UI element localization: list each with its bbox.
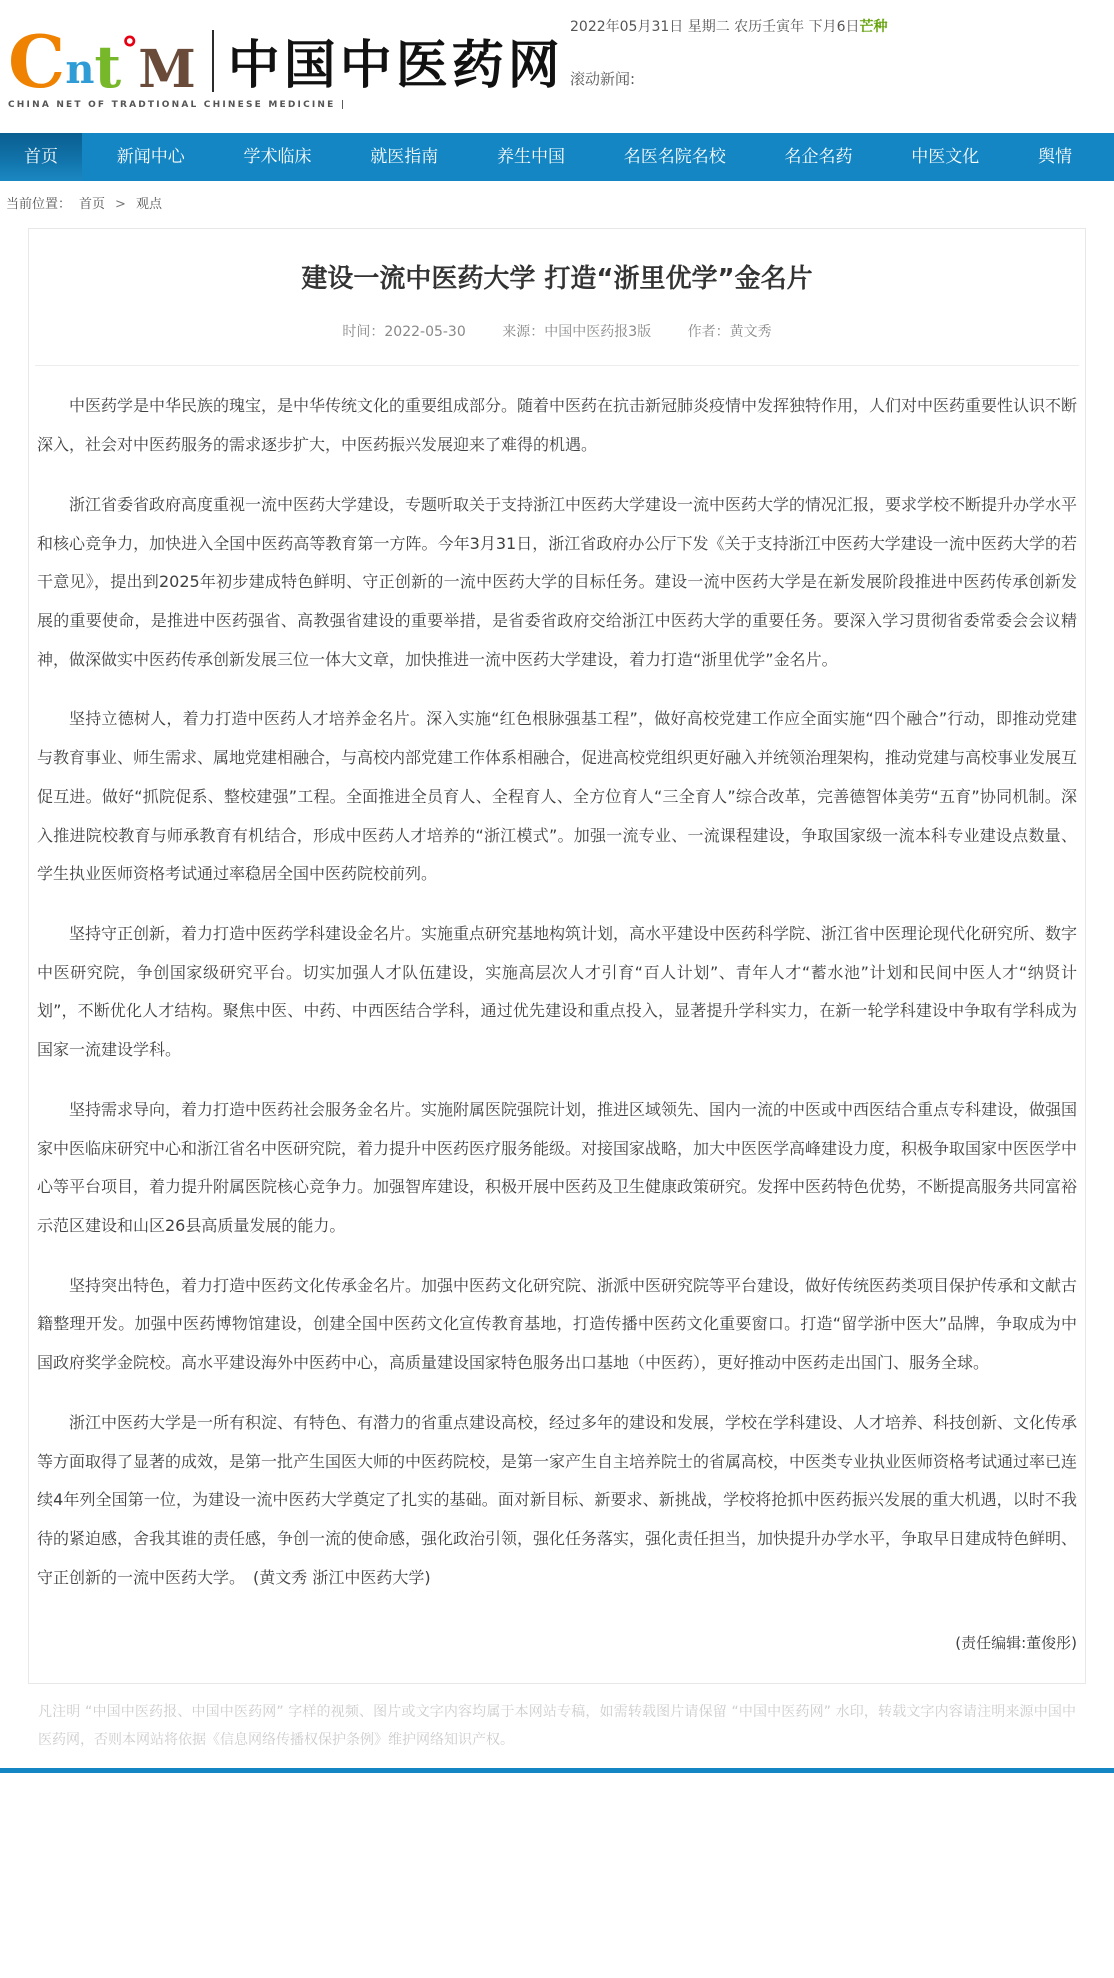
date-line (570, 16, 888, 36)
nav-item-public-opinion[interactable]: 舆情 (1038, 147, 1072, 167)
date-text: 2022年05月31日 星期二 农历壬寅年 下月6日 (570, 19, 860, 35)
nav-item-health-china[interactable]: 养生中国 (497, 147, 565, 167)
article-meta (35, 321, 1079, 341)
logo-divider (212, 30, 214, 92)
article-paragraph: 坚持需求导向，着力打造中医药社会服务金名片。实施附属医院强院计划，推进区域领先、国内一流的中医或中西医结合重点专科建设，做强国家中医临床研究中心和浙江省名中医研究院，着力提升中医药医疗服务能级。对接国家战略，加大中医医学高峰建设力度，积极争取国家中医医学中心等平台项目，着力提升附属医院核心竞争力。加强智库建设，积极开展中医药及卫生健康政策研究。发挥中医药特色优势，不断提高服务共同富裕示范区建设和山区26县高质量发展的能力。 (37, 1099, 1078, 1236)
nav-item-famous-enterprises[interactable]: 名企名药 (784, 147, 853, 167)
article-time: 时间：2022-05-30 (342, 324, 466, 341)
article-source: 来源：中国中医药报3版 (502, 324, 652, 341)
article-body (33, 387, 1081, 1597)
article-paragraph: 浙江中医药大学是一所有积淀、有特色、有潜力的省重点建设高校，经过多年的建设和发展，学校在学科建设、人才培养、科技创新、文化传承等方面取得了显著的成效，是第一批产生国医大师的中医药院校，是第一家产生自主培养院士的省属高校，中医类专业执业医师资格考试通过率已连续4年列全国第一位，为建设一流中医药大学奠定了扎实的基础。面对新目标、新要求、新挑战，学校将抢抓中医药振兴发展的重大机遇，以时不我待的紧迫感，舍我其谁的责任感，争创一流的使命感，强化政治引领，强化任务落实，强化责任担当，加快提升办学水平，争取早日建成特色鲜明、守正创新的一流中医药大学。 (黄文秀 浙江中医药大学) (37, 1412, 1078, 1587)
article-author: 作者：黄文秀 (687, 324, 772, 341)
article-paragraph: 坚持守正创新，着力打造中医药学科建设金名片。实施重点研究基地构筑计划，高水平建设中医药科学院、浙江省中医理论现代化研究所、数字中医研究院，争创国家级研究平台。切实加强人才队伍建设，实施高层次人才引育“百人计划”、青年人才“蓄水池”计划和民间中医人才“纳贤计划”，不断优化人才结构。聚焦中医、中药、中西医结合学科，通过优先建设和重点投入，显著提升学科实力，在新一轮学科建设中争取有学科成为国家一流建设学科。 (37, 924, 1078, 1060)
site-name: 中国中医药网 (227, 35, 564, 96)
editor-note: (责任编辑:董俊彤) (955, 1633, 1077, 1652)
solar-term: 芒种 (859, 19, 888, 35)
breadcrumb-current-link[interactable]: 观点 (135, 197, 162, 212)
article-head (35, 261, 1079, 366)
article-title: 建设一流中医药大学 打造“浙里优学”金名片 (301, 264, 813, 294)
main-nav (0, 133, 1114, 181)
breadcrumb-home-link[interactable]: 首页 (79, 197, 106, 212)
nav-item-news-center[interactable]: 新闻中心 (116, 147, 185, 167)
nav-item-academic-clinical[interactable]: 学术临床 (243, 147, 312, 167)
site-header (0, 0, 1114, 133)
bottom-blue-bar (0, 1768, 1114, 1773)
nav-item-medical-guide[interactable]: 就医指南 (370, 147, 439, 167)
article-paragraph: 坚持突出特色，着力打造中医药文化传承金名片。加强中医药文化研究院、浙派中医研究院等平台建设，做好传统医药类项目保护传承和文献古籍整理开发。加强中医药博物馆建设，创建全国中医药文化宣传教育基地，打造传播中医药文化重要窗口。打造“留学浙中医大”品牌，争取成为中国政府奖学金院校。高水平建设海外中医药中心，高质量建设国家特色服务出口基地（中医药），更好推动中医药走出国门、服务全球。 (37, 1275, 1078, 1373)
breadcrumb-separator: > (115, 197, 126, 212)
nav-item-famous-doctors[interactable]: 名医名院名校 (623, 147, 726, 167)
nav-item-home[interactable]: 首页 (0, 133, 82, 181)
article-paragraph: 坚持立德树人，着力打造中医药人才培养金名片。深入实施“红色根脉强基工程”，做好高校党建工作应全面实施“四个融合”行动，即推动党建与教育事业、师生需求、属地党建相融合，与高校内部党建工作体系相融合，促进高校党组织更好融入并统领治理架构，推动党建与高校事业发展互促互进。做好“抓院促系、整校建强”工程。全面推进全员育人、全程育人、全方位育人“三全育人”综合改革，完善德智体美劳“五育”协同机制。深入推进院校教育与师承教育有机结合，形成中医药人才培养的“浙江模式”。加强一流专业、一流课程建设，争取国家级一流本科专业建设点数量、学生执业医师资格考试通过率稳居全国中医药院校前列。 (37, 709, 1078, 884)
article-paragraph: 中医药学是中华民族的瑰宝，是中华传统文化的重要组成部分。随着中医药在抗击新冠肺炎疫情中发挥独特作用，人们对中医药重要性认识不断深入，社会对中医药服务的需求逐步扩大，中医药振兴发展迎来了难得的机遇。 (37, 396, 1078, 455)
copyright-notice: 凡注明 “中国中医药报、中国中医药网” 字样的视频、图片或文字内容均属于本网站专稿，如需转载图片请保留 “中国中医药网” 水印，转载文字内容请注明来源中国中医药网，否则本网站将依据《信息网络传播权保护条例》维护网络知识产权。 (38, 1703, 1076, 1748)
breadcrumb (0, 181, 1114, 222)
nav-item-tcm-culture[interactable]: 中医文化 (911, 147, 980, 167)
article-paragraph: 浙江省委省政府高度重视一流中医药大学建设，专题听取关于支持浙江中医药大学建设一流中医药大学的情况汇报，要求学校不断提升办学水平和核心竞争力，加快进入全国中医药高等教育第一方阵。今年3月31日，浙江省政府办公厅下发《关于支持浙江中医药大学建设一流中医药大学的若干意见》，提出到2025年初步建成特色鲜明、守正创新的一流中医药大学的目标任务。建设一流中医药大学是在新发展阶段推进中医药传承创新发展的重要使命，是推进中医药强省、高教强省建设的重要举措，是省委省政府交给浙江中医药大学的重要任务。要深入学习贯彻省委常委会会议精神，做深做实中医药传承创新发展三位一体大文章，加快推进一流中医药大学建设，着力打造“浙里优学”金名片。 (37, 494, 1078, 669)
logo-mark-icon: Cnt°M (8, 19, 196, 104)
breadcrumb-label: 当前位置： (6, 197, 72, 212)
scroll-news-label: 滚动新闻: (570, 70, 636, 88)
site-name-english: CHINA NET OF TRADTIONAL CHINESE MEDICINE | (8, 100, 347, 110)
site-logo[interactable] (8, 6, 564, 110)
article-container (28, 228, 1086, 1684)
